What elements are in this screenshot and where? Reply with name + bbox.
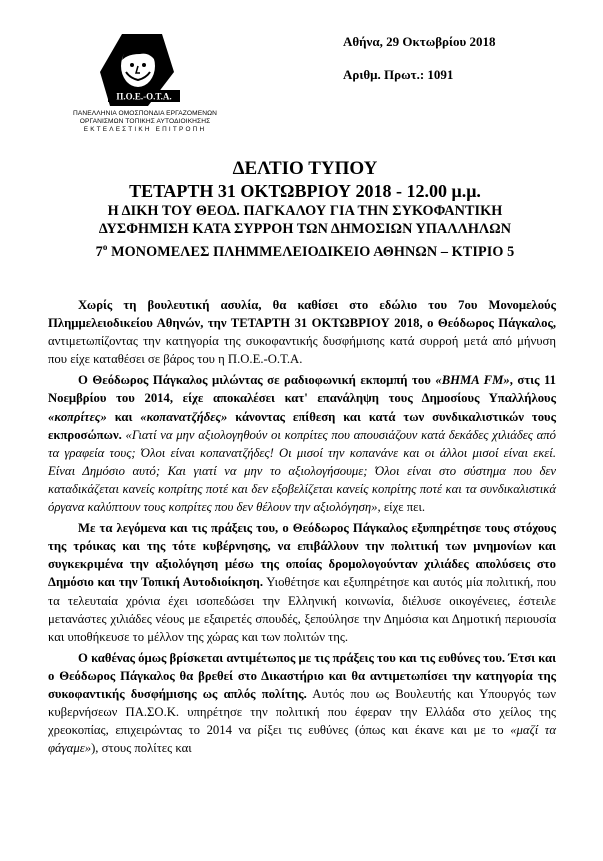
p1-bold: Χωρίς τη βουλευτική ασυλία, θα καθίσει στο εδώλιο του 7ου Μονομελούς Πλημμελειοδικείου Αθηνών, την ΤΕΤΑΡΤΗ 31 ΟΚΤΩΒΡΙΟΥ 2018, ο Θεόδωρος Πάγκαλος,: [48, 298, 556, 331]
p2-date: , στις 11 Νοεμβρίου του 2014, είχε αποκαλέσει κατ' επανάληψη τους Δημοσίους Υπαλλήλους: [48, 373, 556, 406]
p4-text-end: ), στους πολίτες και: [91, 741, 192, 756]
paragraph-3: [48, 519, 556, 646]
organization-logo-block: [60, 32, 230, 134]
issue-date: Αθήνα, 29 Οκτωβρίου 2018: [343, 34, 496, 49]
org-name-line-3: ΕΚΤΕΛΕΣΤΙΚΗ ΕΠΙΤΡΟΠΗ: [83, 126, 207, 133]
paragraph-1: [48, 296, 556, 368]
p4-bold: Ο καθένας όμως βρίσκεται αντιμέτωπος με τις πράξεις του και τις ευθύνες του. Έτσι και ο Θεόδωρος Πάγκαλος θα βρεθεί στο Δικαστήριο και θα αντιμετωπίσει την κατηγορία της συκοφαντικής δυσφήμισης ως απλός πολίτης.: [48, 650, 556, 701]
p2-word-2: «κοπανατζήδες»: [140, 409, 228, 424]
p4-text: Αυτός που ως Βουλευτής και Υπουργός των κυβερνήσεων ΠΑ.ΣΟ.Κ. υπηρέτησε την πολιτική που έφεραν την Ελλάδα στο χείλος της χρεοκοπίας, επιχειρώντας το 2014 να ρίξει τις ευθύνες (όπως και έκανε και με το: [48, 686, 556, 738]
p2-attack: κάνοντας επίθεση και κατά των συνδικαλιστικών τους εκπροσώπων.: [48, 409, 556, 442]
logo-text: Π.Ο.Ε.-Ο.Τ.Α.: [116, 91, 172, 102]
p2-lead: Ο Θεόδωρος Πάγκαλος μιλώντας σε ραδιοφωνική εκπομπή του: [78, 373, 436, 388]
court-number: 7: [95, 244, 103, 260]
press-release-body: [48, 296, 556, 760]
p2-end: είχε πει.: [380, 500, 426, 515]
paragraph-2: [48, 371, 556, 516]
subject-line-2: ΔΥΣΦΗΜΙΣΗ ΚΑΤΑ ΣΥΡΡΟΗ ΤΩΝ ΔΗΜΟΣΙΩΝ ΥΠΑΛΛΗΛΩΝ: [98, 221, 512, 237]
p1-text: αντιμετωπίζοντας την κατηγορία της συκοφαντικής δυσφήμισης κατά συρροή μετά από μήνυση που είχε καταθέσει σε βάρος του η Π.Ο.Ε.-Ο.Τ.Α.: [48, 334, 556, 367]
court-location: [40, 238, 570, 261]
court-name: ΜΟΝΟΜΕΛΕΣ ΠΛΗΜΜΕΛΕΙΟΔΙΚΕΙΟ ΑΘΗΝΩΝ – ΚΤΙΡΙΟ 5: [107, 244, 515, 260]
document-title: ΔΕΛΤΙΟ ΤΥΠΟΥ: [232, 158, 378, 179]
p2-quote: «Γιατί να μην αξιολογηθούν οι κοπρίτες που απουσιάζουν κατά δεκάδες χιλιάδες από τα γραφεία τους; Όλοι είναι κοπανατζήδες! Οι μισοί την κοπανάνε και οι άλλοι μισοί είναι εκεί. Είναι Δημόσιο αυτό; Και γιατί να μην το αξιολογήσουμε; Όλοι είναι στο σύστημα που δεν καταδικάζεται κανείς κοπρίτης ποτέ και δεν εξοβελίζεται κανείς κοπρίτης ποτέ και τα συνδικαλιστικά όργανα καλύπτουν τους κοπρίτες που δεν θέλουν την αξιολόγηση»,: [48, 427, 556, 515]
poe-ota-emblem-icon: [70, 32, 220, 110]
org-name-line-1: ΠΑΝΕΛΛΗΝΙΑ ΟΜΟΣΠΟΝΔΙΑ ΕΡΓΑΖΟΜΕΝΩΝ: [73, 110, 217, 117]
p2-station: «ΒΗΜΑ FM»: [435, 373, 510, 388]
p2-and: και: [106, 409, 141, 424]
event-datetime: ΤΕΤΑΡΤΗ 31 ΟΚΤΩΒΡΙΟΥ 2018 - 12.00 μ.μ.: [129, 181, 481, 201]
protocol-number: Αριθμ. Πρωτ.: 1091: [343, 67, 454, 82]
p2-word-1: «κοπρίτες»: [48, 409, 107, 424]
p3-bold: Με τα λεγόμενα και τις πράξεις του, ο Θεόδωρος Πάγκαλος εξυπηρέτησε τους στόχους της τρόικας και της τότε κυβέρνησης, να επιβάλλουν την πολιτική των μνημονίων και συγκεκριμένα την αξιολόγηση μέσω της οποίας δρομολογούνταν χιλιάδες απολύσεις στο Δημόσιο και την Τοπική Αυτοδιοίκηση.: [48, 521, 556, 590]
paragraph-4: [48, 649, 556, 758]
p4-quote: «μαζί τα φάγαμε»: [48, 723, 556, 756]
court-ordinal: ο: [102, 242, 108, 252]
title-block: [40, 158, 570, 261]
p3-text: Υιοθέτησε και εξυπηρέτησε και αυτός μία πολιτική, που τα τελευταία χρόνια έχει ισοπεδώσει την Ελληνική κοινωνία, διέλυσε οικογένειες, έστειλε μετανάστες χιλιάδες νέους με εξαιρετές σπουδές, ξεπούλησε την Δημόσια και Δημοτική περιουσία και υποθήκευσε το μέλλον της χώρας και των πολιτών της.: [48, 575, 556, 644]
org-name-line-2: ΟΡΓΑΝΙΣΜΩΝ ΤΟΠΙΚΗΣ ΑΥΤΟΔΙΟΙΚΗΣΗΣ: [79, 118, 211, 125]
subject-line-1: Η ΔΙΚΗ ΤΟΥ ΘΕΟΔ. ΠΑΓΚΑΛΟΥ ΓΙΑ ΤΗΝ ΣΥΚΟΦΑΝΤΙΚΗ: [107, 203, 503, 219]
